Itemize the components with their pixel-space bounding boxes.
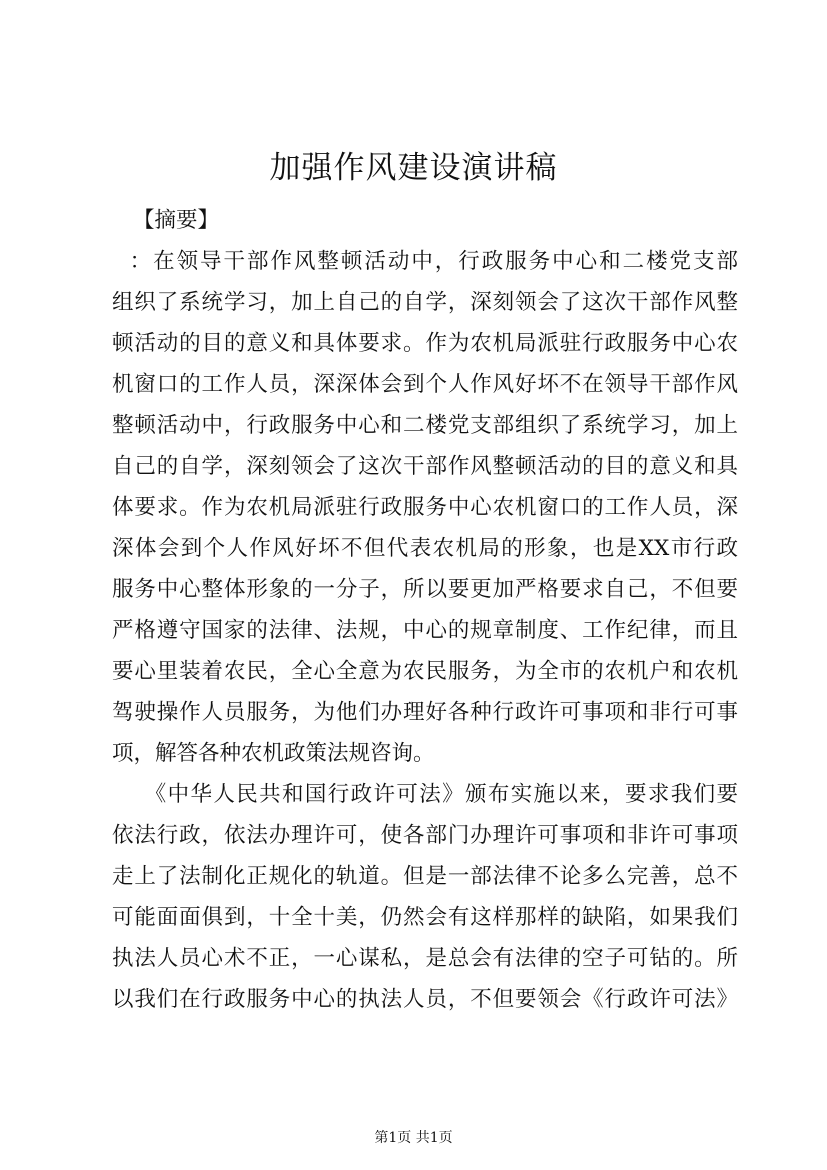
paragraph-line: ：在领导干部作风整顿活动中，行政服务中心和二楼党支部	[112, 249, 738, 274]
paragraph-line: 深体会到个人作风好坏不但代表农机局的形象，也是XX市行政	[112, 536, 738, 561]
paragraph-line: 《中华人民共和国行政许可法》颁布实施以来，要求我们要	[112, 782, 738, 807]
paragraph-line: 服务中心整体形象的一分子，所以要更加严格要求自己，不但要	[112, 577, 738, 602]
paragraph-line: 顿活动的目的意义和具体要求。作为农机局派驻行政服务中心农	[112, 331, 738, 356]
abstract-label: 【摘要】	[133, 208, 220, 233]
paragraph-line: 自己的自学，深刻领会了这次干部作风整顿活动的目的意义和具	[112, 454, 738, 479]
paragraph-line: 项，解答各种农机政策法规咨询。	[112, 741, 435, 766]
paragraph-line: 依法行政，依法办理许可，使各部门办理许可事项和非许可事项	[112, 823, 738, 848]
paragraph-line: 走上了法制化正规化的轨道。但是一部法律不论多么完善，总不	[112, 864, 738, 889]
paragraph-line: 整顿活动中，行政服务中心和二楼党支部组织了系统学习，加上	[112, 413, 738, 438]
paragraph-line: 机窗口的工作人员，深深体会到个人作风好坏不在领导干部作风	[112, 372, 738, 397]
paragraph-line: 以我们在行政服务中心的执法人员，不但要领会《行政许可法》	[112, 987, 738, 1012]
document-title: 加强作风建设演讲稿	[269, 150, 558, 186]
paragraph-line: 驾驶操作人员服务，为他们办理好各种行政许可事项和非行可事	[112, 700, 738, 725]
paragraph-line: 体要求。作为农机局派驻行政服务中心农机窗口的工作人员，深	[112, 495, 738, 520]
paragraph-line: 组织了系统学习，加上自己的自学，深刻领会了这次干部作风整	[112, 290, 738, 315]
document-body	[112, 200, 738, 1020]
page-footer: 第1页 共1页	[374, 1130, 453, 1146]
paragraph-line: 执法人员心术不正，一心谋私，是总会有法律的空子可钻的。所	[112, 946, 738, 971]
paragraph-line: 可能面面俱到，十全十美，仍然会有这样那样的缺陷，如果我们	[112, 905, 738, 930]
paragraph-line: 严格遵守国家的法律、法规，中心的规章制度、工作纪律，而且	[112, 618, 738, 643]
paragraph-line: 要心里装着农民，全心全意为农民服务，为全市的农机户和农机	[112, 659, 738, 684]
